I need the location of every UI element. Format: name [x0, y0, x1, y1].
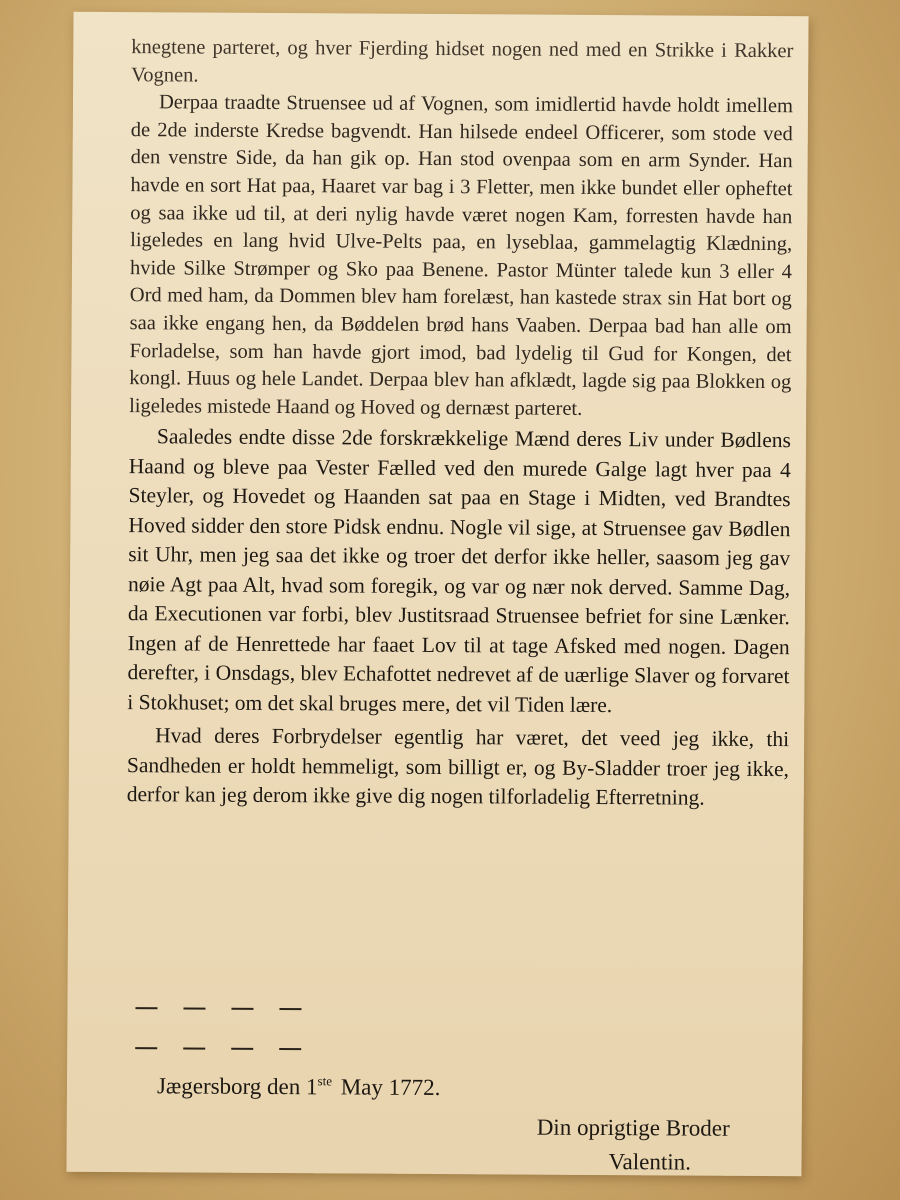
section-divider-dashes: [135, 1034, 327, 1055]
page-body: [127, 34, 794, 814]
printed-page: [66, 12, 808, 1176]
divider-dash: [135, 1007, 157, 1009]
paragraph-4: Hvad deres Forbrydelser egentlig har været, det veed jeg ikke, thi Sandheden er holdt hemmeligt, som billigt er, og By-Sladder troer jeg ikke, derfor kan jeg derom ikke give dig nogen tilforladelig Efterretning.: [126, 723, 790, 810]
dateline-place: Jægersborg den: [156, 1073, 301, 1100]
section-divider-dashes: [135, 994, 327, 1015]
signature-block: [536, 1111, 776, 1180]
dateline-day: 1: [305, 1074, 318, 1100]
dateline-day-suffix: ste: [317, 1073, 333, 1089]
signature-closing: Din oprigtige Broder: [536, 1114, 730, 1141]
paragraph-3: Saaledes endte disse 2de forskrækkelige Mænd deres Liv under Bødlens Haand og bleve paa Vester Fælled ved den murede Galge lagt hver paa 4 Steyler, og Hovedet og Haanden sat paa en Stage i Midten, ved Brandtes Hoved sidder den store Pidsk endnu. Nogle vil sige, at Struensee gav Bødlen sit Uhr, men jeg saa det ikke og troer det derfor ikke heller, saasom jeg gav nøie Agt paa Alt, hvad som foregik, og var og nær nok derved. Samme Dag, da Executionen var forbi, blev Justitsraad Struensee befriet for sine Lænker. Ingen af de Henrettede har faaet Lov til at tage Afsked med nogen. Dagen derefter, i Onsdags, blev Echafottet nedrevet af de uærlige Slaver og forvaret i Stokhuset; om det skal bruges mere, det vil Tiden lære.: [127, 424, 792, 717]
signature-name: Valentin.: [608, 1149, 692, 1175]
divider-dash: [279, 1008, 301, 1010]
dateline-month-year: May 1772.: [340, 1074, 441, 1101]
divider-dash: [231, 1007, 253, 1009]
dateline: [157, 1072, 441, 1101]
divider-dash: [279, 1048, 301, 1050]
paragraph-1: knegtene parteret, og hver Fjerding hidset nogen ned med en Strikke i Rakker Vognen.: [131, 36, 794, 87]
divider-dash: [231, 1047, 253, 1049]
divider-dash: [183, 1047, 205, 1049]
divider-dash: [183, 1007, 205, 1009]
paragraph-2: Derpaa traadte Struensee ud af Vognen, som imidlertid havde holdt imellem de 2de inderste Kredse bagvendt. Han hilsede endeel Officerer, som stode ved den venstre Side, da han gik op. Han stod ovenpaa som en arm Synder. Han havde en sort Hat paa, Haaret var bag i 3 Fletter, men ikke bundet eller opheftet og saa ikke ud til, at deri nylig havde været nogen Kam, forresten havde han ligeledes en lang hvid Ulve-Pelts paa, en lyseblaa, gammelagtig Klædning, hvide Silke Strømper og Sko paa Benene. Pastor Münter talede kun 3 eller 4 Ord med ham, da Dommen blev ham forelæst, han kastede strax sin Hat bort og saa ikke engang hen, da Bøddelen brød hans Vaaben. Derpaa bad han alle om Forladelse, som han havde gjort imod, bad lydelig til Gud for Kongen, det kongl. Huus og hele Landet. Derpaa blev han afklædt, lagde sig paa Blokken og ligeledes mistede Haand og Hoved og dernæst parteret.: [129, 91, 794, 420]
divider-dash: [135, 1047, 157, 1049]
